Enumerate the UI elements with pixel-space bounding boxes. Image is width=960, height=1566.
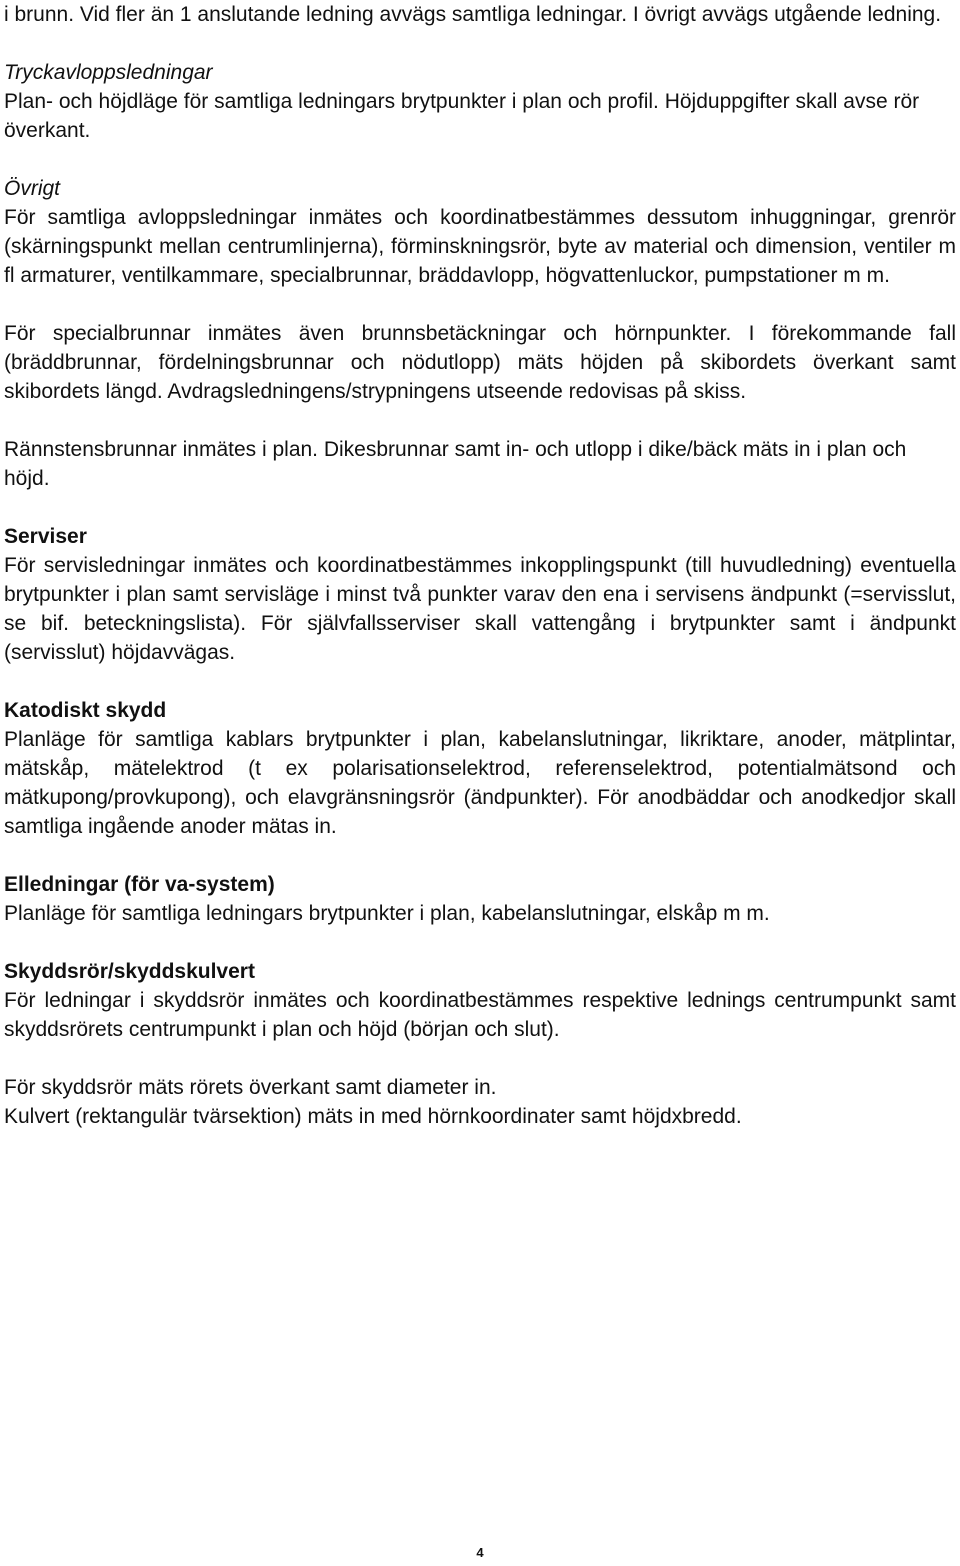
page-number: 4	[476, 1545, 484, 1560]
skyddsror-body: För ledningar i skyddsrör inmätes och koordinatbestämmes respektive lednings centrumpunkt samt skyddsrörets centrumpunkt i plan och höjd (början och slut).	[4, 989, 956, 1041]
elledningar-heading: Elledningar (för va-system)	[4, 873, 275, 896]
serviser-body: För servisledningar inmätes och koordinatbestämmes inkopplingspunkt (till huvudledning) eventuella brytpunkter i plan samt servisläge i minst två punkter varav den ena i servisens ändpunkt (=servisslut, se bif. beteckningslista). För självfallsserviser skall vattengång i brytpunkter samt i ändpunkt (servisslut) höjdavvägas.	[4, 554, 956, 664]
skyddsror-heading: Skyddsrör/skyddskulvert	[4, 960, 255, 983]
ovrigt-paragraph-2: För specialbrunnar inmätes även brunnsbetäckningar och hörnpunkter. I förekommande fall (bräddbrunnar, fördelningsbrunnar och nödutlopp) mäts höjden på skibordets överkant samt skibordets längd. Avdragsledningens/strypningens utseende redovisas på skiss.	[4, 322, 956, 403]
elledningar-body: Planläge för samtliga ledningars brytpunkter i plan, kabelanslutningar, elskåp m m.	[4, 902, 770, 925]
skyddsror-line-1: För skyddsrör mäts rörets överkant samt diameter in.	[4, 1076, 497, 1099]
ovrigt-heading: Övrigt	[4, 177, 61, 200]
katodiskt-heading: Katodiskt skydd	[4, 699, 167, 722]
intro-paragraph: i brunn. Vid fler än 1 anslutande ledning avvägs samtliga ledningar. I övrigt avvägs utgående ledning.	[4, 3, 942, 26]
ovrigt-paragraph-3: Rännstensbrunnar inmätes i plan. Dikesbrunnar samt in- och utlopp i dike/bäck mäts in i plan och höjd.	[4, 438, 907, 490]
skyddsror-line-2: Kulvert (rektangulär tvärsektion) mäts in med hörnkoordinater samt höjdxbredd.	[4, 1105, 742, 1128]
katodiskt-body: Planläge för samtliga kablars brytpunkter i plan, kabelanslutningar, likriktare, anoder, mätplintar, mätskåp, mätelektrod (t ex polarisationselektrod, referenselektrod, potentialmätsond och mätkupong/provkupong), och elavgränsningsrör (ändpunkter). För anodbäddar och anodkedjor skall samtliga ingående anoder mätas in.	[4, 728, 956, 838]
tryckavlopp-heading: Tryckavloppsledningar	[4, 61, 213, 84]
tryckavlopp-body: Plan- och höjdläge för samtliga ledningars brytpunkter i plan och profil. Höjduppgifter skall avse rör överkant.	[4, 90, 920, 142]
ovrigt-paragraph-1: För samtliga avloppsledningar inmätes och koordinatbestämmes dessutom inhuggningar, grenrör (skärningspunkt mellan centrumlinjerna), förminskningsrör, byte av material och dimension, ventiler m fl armaturer, ventilkammare, specialbrunnar, bräddavlopp, högvattenluckor, pumpstationer m m.	[4, 206, 956, 287]
document-page	[4, 0, 956, 1131]
serviser-heading: Serviser	[4, 525, 87, 548]
